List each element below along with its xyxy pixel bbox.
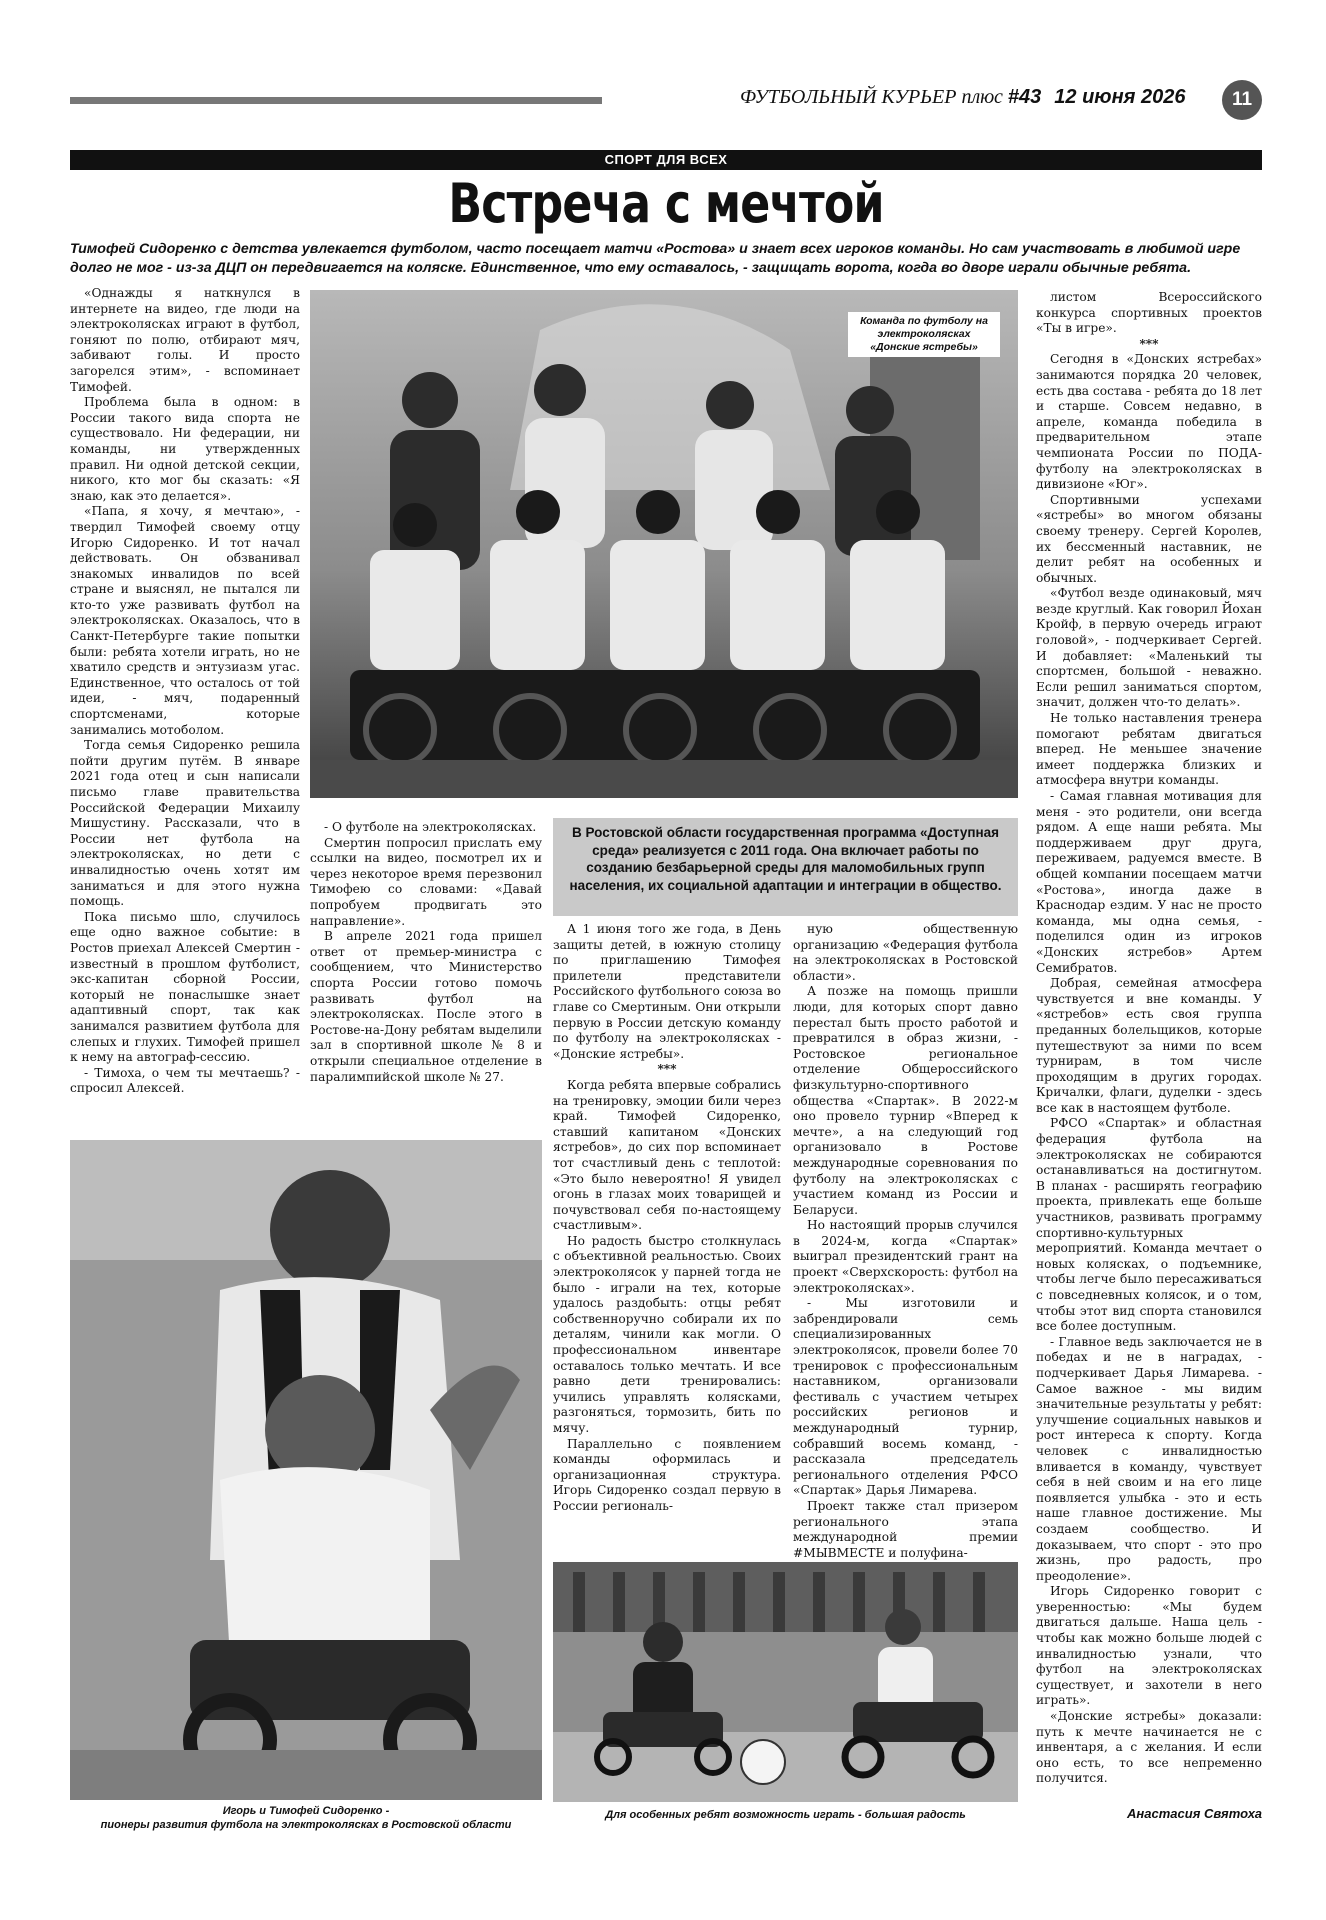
paragraph: - Главное ведь заключается не в победах и не в наградах, - подчеркивает Дарья Лимарева. - Самое важное - мы видим значительные результаты у ребят: улучшение социальных навыков и рост интереса к спорту. Когда человек с инвалидностью вливается в команду, чувствует себя в ней своим и на его лице появляется улыбка - это и есть наше главное достижение. Мы создаем сообщество. И доказываем, что спорт - это про жизнь, про радость, про преодоление». [1036,1334,1262,1583]
paragraph: - Мы изготовили и забрендировали семь специализированных электроколясок, провели более 70 тренировок с профессиональным наставником, организовали фестиваль с участием четырех российских регионов и международный турнир, собравший восемь команд, - рассказала председатель регионального отделения РФСО «Спартак» Дарья Лимарева. [793,1296,1018,1498]
issue-number: #43 [1007,86,1042,108]
paragraph: - Тимоха, о чем ты мечтаешь? - спросил Алексей. [70,1065,300,1096]
paper-title: ФУТБОЛЬНЫЙ КУРЬЕР плюс [740,86,1003,108]
paragraph: «Папа, я хочу, я мечтаю», - твердил Тимофей своему отцу Игорю Сидоренко. И тот начал действовать. Он обзванивал знакомых инвалидов по всей стране и выяснял, не пытался ли кто-то уже развивать футбол на электроколясках. Оказалось, что в Санкт-Петербурге такие попытки были: ребята хотели играть, но не хватило средств и энтузиазм угас. Единственное, что осталось от той идеи, - мяч, подаренный спортсменами, которые занимались мотоболом. [70,504,300,737]
team-photo-caption: Команда по футболу на электроколясках «Донские ястребы» [848,312,1000,357]
header-rule [70,97,602,104]
father-son-photo [70,1140,542,1800]
paragraph: А 1 июня того же года, в День защиты детей, в южную столицу по приглашению Тимофея прилетели представители Российского футбольного союза во главе со Смертиным. Они открыли первую в России детскую команду по футболу на электроколясках - «Донские ястребы». [553,922,781,1061]
paragraph: В апреле 2021 года пришел ответ от премьер-министра с сообщением, что Министерство спорта России готово помочь развивать футбол на электроколясках. После этого в Ростове-на-Дону ребятам выделили зал в спортивной школе № 8 и открыли специальное отделение в паралимпийской школе № 27. [310,929,542,1084]
column-4 [793,922,1018,1560]
team-photo [310,290,1018,798]
paragraph: Но радость быстро столкнулась с объективной реальностью. Своих электроколясок у парней тогда не было - играли на тех, которые удалось раздобыть: отцы ребят собственноручно собирали их по деталям, чинили как могли. О профессиональном инвентаре оставалось только мечтать. И все равно дети тренировались: учились управлять колясками, разгоняться, тормозить, бить по мячу. [553,1233,781,1435]
paragraph: Проект также стал призером регионального этапа международной премии #МЫВМЕСТЕ и полуфина- [793,1498,1018,1560]
column-1 [70,286,300,1128]
paragraph: листом Всероссийского конкурса спортивных проектов «Ты в игре». [1036,290,1262,336]
lead-paragraph: Тимофей Сидоренко с детства увлекается футболом, часто посещает матчи «Ростова» и знает всех игроков команды. Но сам участвовать в любимой игре долго не мог - из-за ДЦП он передвигается на коляске. Единственное, что ему оставалось, - защищать ворота, когда во дворе играли обычные ребята. [70,241,1241,276]
paragraph: Сегодня в «Донских ястребах» занимаются порядка 20 человек, есть два состава - ребята до 18 лет и старше. Совсем недавно, в апреле, команда победила в предварительном этапе чемпионата России по ПОДА-футболу на электроколясках в дивизионе «Юг». [1036,352,1262,492]
game-photo [553,1562,1018,1802]
byline-box [1036,1806,1262,1826]
paragraph: Спортивными успехами «ястребы» во многом обязаны своему тренеру. Сергей Королев, их бессменный наставник, не делит ребят на особенных и обычных. [1036,492,1262,585]
paragraph: «Футбол везде одинаковый, мяч везде круглый. Как говорил Йохан Кройф, в первую очередь играют головой», - подчеркивает Сергей. И добавляет: «Маленький ты спортсмен, большой - неважно. Если решил заниматься спортом, значит, должен что-то делать». [1036,586,1262,710]
paragraph: А позже на помощь пришли люди, для которых спорт давно перестал быть просто работой и превратился в образ жизни, - Ростовское региональное отделение Общероссийского физкультурно-спортивного общества «Спартак». В 2022-м оно провело турнир «Вперед к мечте», а на следующий год организовало в Ростове международные соревнования по футболу на электроколясках с участием команд из России и Беларуси. [793,984,1018,1217]
paragraph: Тогда семья Сидоренко решила пойти другим путём. В январе 2021 года отец и сын написали письмо главе правительства Российской Федерации Михаилу Мишустину. Рассказали, что в России нет футбола на электроколясках, но дети с инвалидностью очень хотят им заниматься и для этого нужна помощь. [70,738,300,909]
page-number: 11 [1222,80,1262,120]
issue-date: 12 июня 2026 [1054,86,1186,108]
newspaper-header [740,86,1210,109]
paragraph: - Самая главная мотивация для меня - это родители, они всегда рядом. А еще наши ребята. Мы поддерживаем друг друга, переживаем, радуемся вместе. В общей компании посещаем матчи «Ростова», иногда даже в Краснодар ездим. У нас не просто команда, мы одна семья, - поделился один из игроков «Донских ястребов» Артем Семибратов. [1036,789,1262,975]
father-son-caption [70,1804,542,1832]
column-5 [1036,290,1262,1800]
paragraph: Когда ребята впервые собрались на тренировку, эмоции били через край. Тимофей Сидоренко, ставший капитаном «Донских ястребов», до сих пор вспоминает тот счастливый день с теплотой: «Это было невероятно! Я увидел огонь в глазах моих товарищей и почувствовал себя по-настоящему счастливым». [553,1077,781,1233]
paragraph: ную общественную организацию «Федерация футбола на электроколясках в Ростовской области». [793,922,1018,983]
paragraph: Проблема была в одном: в России такого вида спорта не существовало. Ни федерации, ни команды, ни утвержденных правил. Ни одной детской секции, никого, кто мог бы сказать: «Я знаю, как это делается». [70,395,300,503]
column-2 [310,820,542,1140]
paragraph: Игорь Сидоренко говорит с уверенностью: «Мы будем двигаться дальше. Наша цель - чтобы как можно больше людей с инвалидностью узнали, что футбол на электроколясках существует, и захотели в него играть». [1036,1584,1262,1708]
team-photo-image [310,290,1018,798]
author-signature: Анастасия Святоха [1127,1806,1262,1821]
separator-stars: *** [1139,336,1159,351]
paragraph: «Однажды я наткнулся в интернете на видео, где люди на электроколясках играют в футбол, гоняют по полю, отбирают мяч, забивают голы. И просто загорелся этим», - вспоминает Тимофей. [70,286,300,394]
paragraph: - О футболе на электроколясках. [324,820,537,834]
caption-line: пионеры развития футбола на электроколясках в Ростовской области [100,1819,512,1831]
info-box: В Ростовской области государственная программа «Доступная среда» реализуется с 2011 года. Она включает работы по созданию безбарьерной среды для маломобильных групп населения, их социальной адаптации и интеграции в общество. [553,818,1018,916]
game-photo-caption: Для особенных ребят возможность играть - большая радость [605,1809,966,1821]
paragraph: Не только наставления тренера помогают ребятам двигаться вперед. Не меньшее значение имеет поддержка близких и атмосфера внутри команды. [1036,711,1262,788]
paragraph: Добрая, семейная атмосфера чувствуется и вне команды. У «ястребов» есть своя группа преданных болельщиков, которые путешествуют за ними по всем турнирам, в том числе проходящим в других городах. Кричалки, флаги, дуделки - здесь все как в настоящем футболе. [1036,976,1262,1115]
rubric: СПОРТ ДЛЯ ВСЕХ [70,150,1262,170]
caption-line: Игорь и Тимофей Сидоренко - [222,1805,390,1817]
headline: Встреча с мечтой [448,172,884,235]
paragraph: РФСО «Спартак» и областная федерация футбола на электроколясках не собираются останавливаться на достигнутом. В планах - расширять географию проекта, привлекать еще больше участников, развивать программу спортивно-культурных мероприятий. Команда мечтает о новых колясках, о подъемнике, чтобы легче было пересаживаться с повседневных колясок, и о том, чтобы этот вид спорта становился все более доступным. [1036,1116,1262,1334]
father-son-photo-image [70,1140,542,1800]
paragraph: Пока письмо шло, случилось еще одно важное событие: в Ростов приехал Алексей Смертин - известный в прошлом футболист, экс-капитан сборной России, который не понаслышке знает адаптивный спорт, так как занимался развитием футбола для слепых и глухих. Тимофей пришел к нему на автограф-сессию. [70,909,300,1065]
paragraph: Но настоящий прорыв случился в 2024-м, когда «Спартак» выиграл президентский грант на проект «Сверхскорость: футбол на электроколясках». [793,1218,1018,1295]
separator-stars: *** [657,1062,677,1077]
paragraph: Смертин попросил прислать ему ссылки на видео, посмотрел их и через некоторое время перезвонил Тимофею со словами: «Давай попробуем продвигать это направление». [310,835,542,928]
paragraph: «Донские ястребы» доказали: путь к мечте начинается не с инвентаря, а с желания. И если оно есть, то все непременно получится. [1036,1709,1262,1786]
paragraph: Параллельно с появлением команды оформилась и организационная структура. Игорь Сидоренко создал первую в России региональ- [553,1436,781,1513]
game-photo-image [553,1562,1018,1802]
column-3 [553,922,781,1552]
